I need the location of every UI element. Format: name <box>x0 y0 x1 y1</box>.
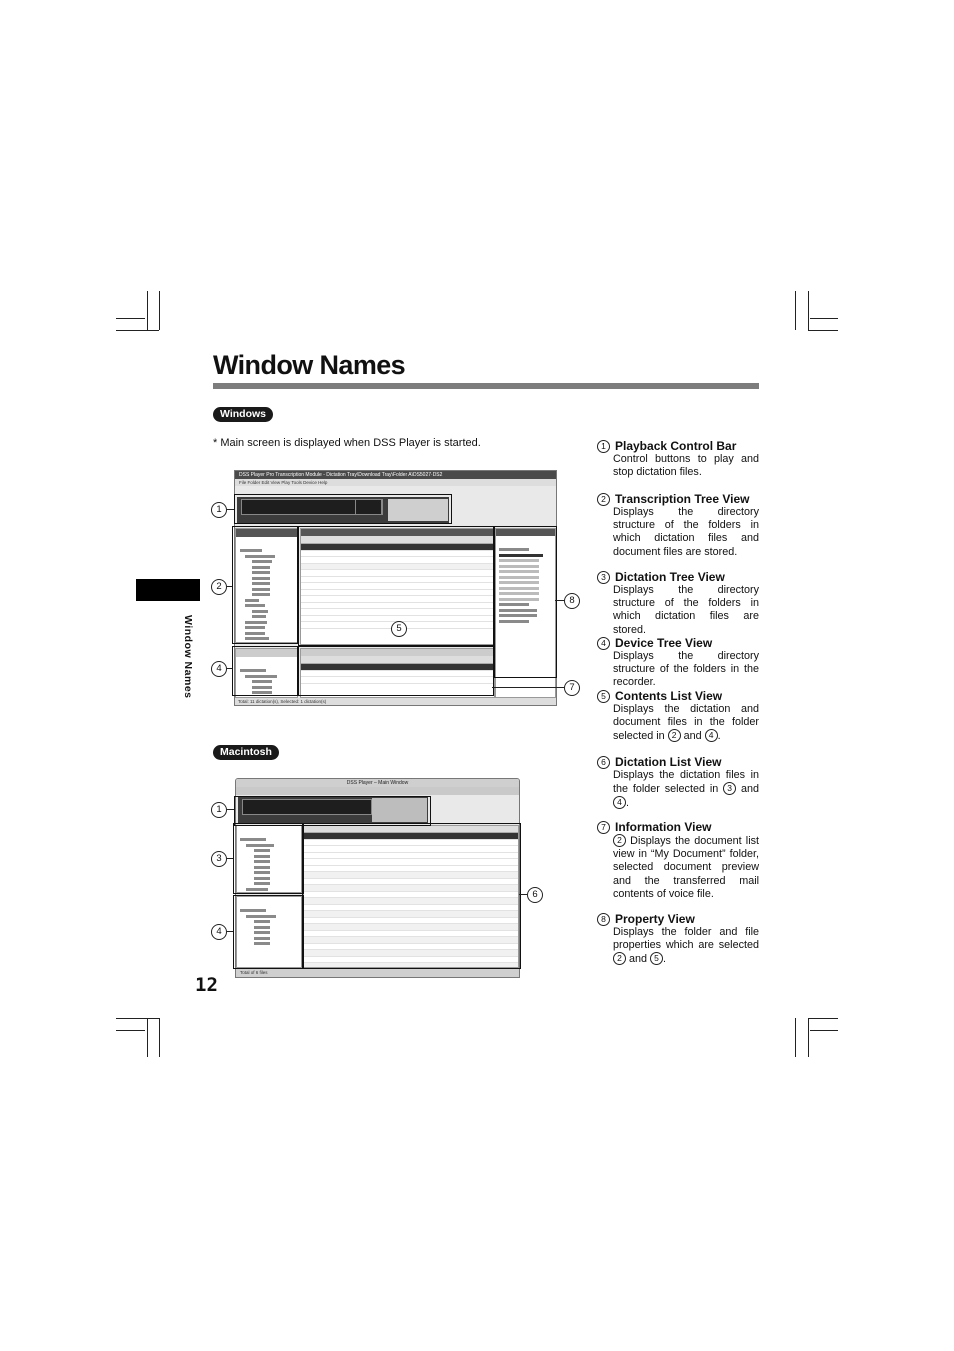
chapter-tab <box>136 579 200 601</box>
windows-menu-bar: File Folder Edit View Play Tools Device Help <box>235 479 556 486</box>
entry-title: Information View <box>615 820 712 834</box>
entry-body: Displays the dictation and document files in the folder selected in 2 and 4 . <box>613 703 759 743</box>
entry-title: Transcription Tree View <box>615 492 750 506</box>
page-title: Window Names <box>213 350 406 380</box>
crop-mark <box>808 291 809 330</box>
mac-status-bar: Total of 6 files <box>236 969 519 977</box>
callout-3: 3 <box>211 851 227 867</box>
entry-body: Displays the directory structure of the folders in which dictation files are stored. <box>613 584 759 636</box>
entry-dictation-tree-view <box>597 570 759 637</box>
entry-body: Control buttons to play and stop dictation files. <box>613 453 759 479</box>
crop-mark <box>116 318 145 319</box>
windows-title-bar: DSS Player Pro Transcription Module - Dictation Tray\Download Tray\Folder A\DS5027·DS2 <box>235 471 556 479</box>
highlight-playback-bar <box>234 494 452 524</box>
highlight-transcription-tree <box>232 526 298 644</box>
highlight-mac-playback-bar <box>234 796 431 826</box>
entry-body: Displays the directory structure of the folders in which dictation files and document files are stored. <box>613 506 759 558</box>
entry-title: Dictation List View <box>615 755 722 769</box>
crop-mark <box>810 318 838 319</box>
entry-number: 3 <box>597 571 610 584</box>
callout-line <box>227 858 233 859</box>
ref-number: 2 <box>613 834 626 847</box>
callout-1: 1 <box>211 502 227 518</box>
crop-mark <box>116 330 159 331</box>
crop-mark <box>147 291 148 330</box>
entry-title: Playback Control Bar <box>615 439 737 453</box>
highlight-mac-dictation-list <box>302 823 521 969</box>
entry-property-view <box>597 912 759 967</box>
highlight-mac-dictation-tree <box>233 823 304 894</box>
crop-mark <box>795 1018 796 1057</box>
callout-8: 8 <box>564 593 580 609</box>
ref-number: 2 <box>613 952 626 965</box>
callout-line <box>227 586 232 587</box>
entry-playback-control-bar <box>597 439 759 479</box>
crop-mark <box>808 1018 809 1057</box>
crop-mark <box>795 291 796 330</box>
crop-mark <box>147 1018 148 1057</box>
entry-contents-list-view <box>597 689 759 744</box>
entry-title: Dictation Tree View <box>615 570 725 584</box>
callout-5: 5 <box>391 621 407 637</box>
mac-title-bar: DSS Player – Main Window <box>236 779 519 787</box>
entry-title: Contents List View <box>615 689 723 703</box>
callout-1-mac: 1 <box>211 802 227 818</box>
callout-line <box>227 509 234 510</box>
entry-number: 8 <box>597 913 610 926</box>
callout-line <box>492 687 564 688</box>
title-rule <box>213 383 759 389</box>
entry-body: Displays the directory structure of the folders in the recorder. <box>613 650 759 689</box>
page-number: 12 <box>195 974 218 996</box>
entry-title: Device Tree View <box>615 636 713 650</box>
entry-body: 2 Displays the document list view in “My Document” folder, selected document preview and the transferred mail contents of voice file. <box>613 835 759 900</box>
entry-information-view <box>597 820 759 901</box>
entry-body: Displays the dictation files in the folder selected in 3 and 4 . <box>613 769 759 810</box>
highlight-mac-device-tree <box>233 895 304 969</box>
highlight-property-view <box>494 526 557 678</box>
windows-section-label: Windows <box>213 407 273 422</box>
crop-mark <box>159 1018 160 1057</box>
crop-mark <box>810 1030 838 1031</box>
sidebar-chapter-label: Window Names <box>182 615 194 699</box>
windows-status-bar: Total: 11 dictation(s), Selected: 1 dictation(s) <box>235 698 556 705</box>
highlight-information-view <box>298 646 494 696</box>
callout-line <box>555 600 564 601</box>
callout-4: 4 <box>211 661 227 677</box>
callout-line <box>227 668 232 669</box>
entry-title: Property View <box>615 912 695 926</box>
crop-mark <box>116 1018 159 1019</box>
entry-number: 1 <box>597 440 610 453</box>
callout-line <box>227 931 233 932</box>
ref-number: 2 <box>668 729 681 742</box>
crop-mark <box>116 1030 145 1031</box>
entry-body: Displays the folder and file properties which are selected 2 and 5 . <box>613 926 759 966</box>
entry-number: 6 <box>597 756 610 769</box>
crop-mark <box>808 1018 838 1019</box>
crop-mark <box>808 330 838 331</box>
entry-dictation-list-view <box>597 755 759 811</box>
ref-number: 4 <box>613 796 626 809</box>
crop-mark <box>159 291 160 330</box>
entry-device-tree-view <box>597 636 759 690</box>
callout-6: 6 <box>527 887 543 903</box>
ref-number: 5 <box>650 952 663 965</box>
highlight-device-tree <box>232 646 298 696</box>
callout-line <box>227 809 234 810</box>
entry-number: 4 <box>597 637 610 650</box>
macintosh-section-label: Macintosh <box>213 745 279 760</box>
callout-4-mac: 4 <box>211 924 227 940</box>
callout-2: 2 <box>211 579 227 595</box>
mac-toolbar <box>236 787 519 795</box>
ref-number: 4 <box>705 729 718 742</box>
startup-note: * Main screen is displayed when DSS Player is started. <box>213 437 481 449</box>
callout-line <box>519 894 527 895</box>
ref-number: 3 <box>723 782 736 795</box>
callout-7: 7 <box>564 680 580 696</box>
entry-number: 7 <box>597 821 610 834</box>
entry-number: 2 <box>597 493 610 506</box>
entry-number: 5 <box>597 690 610 703</box>
entry-transcription-tree-view <box>597 492 759 559</box>
